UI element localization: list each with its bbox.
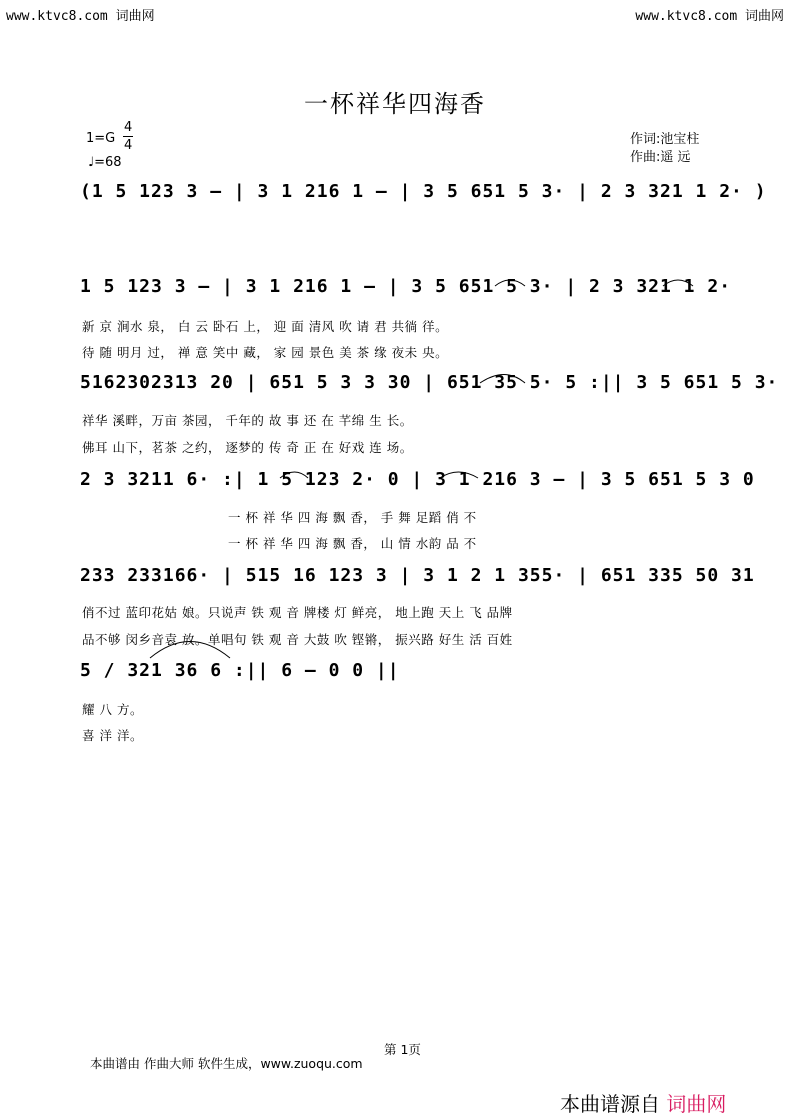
time-signature-top: 4: [124, 120, 133, 135]
notation-system-1: (1 5 123 3 – | 3 1 216 1 – | 3 5 651 5 3· | 2 3 321 1 2· ): [80, 181, 767, 202]
notation-system-5: 233 233166· | 515 16 123 3 | 3 1 2 1 355· | 651 335 50 31: [80, 565, 755, 586]
source-prefix: 本曲谱源自: [560, 1092, 660, 1116]
lyrics-system-3-verse-1: 祥华 溪畔，万亩 茶园， 千年的 故 事 还 在 芊绵 生 长。: [82, 413, 413, 428]
lyrics-system-5-verse-2: 品不够 闵乡音袁 放。单唱句 铁 观 音 大鼓 吹 铿锵， 振兴路 好生 活 百姓: [82, 632, 513, 647]
key-signature: 1=G: [86, 131, 116, 146]
notation-system-3: 5162302313 20 | 651 5 3 3 30 | 651 35 5· 5 :|| 3 5 651 5 3·: [80, 372, 779, 393]
lyrics-system-4-verse-2: 一 杯 祥 华 四 海 飘 香， 山 情 水韵 品 不: [228, 536, 477, 551]
notation-system-6: 5 / 321 36 6 :|| 6 – 0 0 ||: [80, 660, 400, 681]
lyrics-system-4-verse-1: 一 杯 祥 华 四 海 飘 香， 手 舞 足蹈 俏 不: [228, 510, 477, 525]
lyricist-credit: 作词:池宝柱: [630, 132, 700, 147]
software-credit: 本曲谱由 作曲大师 软件生成，www.zuoqu.com: [90, 1056, 363, 1071]
source-label: [560, 1088, 726, 1117]
source-brand-link[interactable]: 词曲网: [666, 1092, 727, 1116]
watermark-right[interactable]: www.ktvc8.com 词曲网: [635, 9, 784, 24]
notation-system-2: 1 5 123 3 – | 3 1 216 1 – | 3 5 651 5 3· | 2 3 321 1 2·: [80, 276, 732, 297]
notation-system-4: 2 3 3211 6· :| 1 5 123 2· 0 | 3 1 216 3 – | 3 5 651 5 3 0: [80, 469, 755, 490]
composer-credit: 作曲:遥 远: [630, 150, 691, 165]
lyrics-system-6-verse-2: 喜 洋 洋。: [82, 728, 143, 743]
lyrics-system-2-verse-1: 新 京 涧水 泉， 白 云 卧石 上， 迎 面 清风 吹 请 君 共徜 徉。: [82, 319, 449, 334]
time-signature-bottom: 4: [124, 138, 133, 153]
tempo-marking: ♩=68: [88, 155, 122, 170]
lyrics-system-6-verse-1: 耀 八 方。: [82, 702, 143, 717]
lyrics-system-5-verse-1: 俏不过 蓝印花姑 娘。只说声 铁 观 音 牌楼 灯 鲜亮， 地上跑 天上 飞 品牌: [82, 605, 513, 620]
page-number: 第 1页: [384, 1042, 421, 1057]
watermark-left[interactable]: www.ktvc8.com 词曲网: [6, 9, 155, 24]
lyrics-system-2-verse-2: 待 随 明月 过， 禅 意 笑中 藏， 家 园 景色 美 茶 缘 夜未 央。: [82, 345, 449, 360]
lyrics-system-3-verse-2: 佛耳 山下，茗茶 之约， 逐梦的 传 奇 正 在 好戏 连 场。: [82, 440, 413, 455]
song-title: 一杯祥华四海香: [304, 90, 486, 118]
